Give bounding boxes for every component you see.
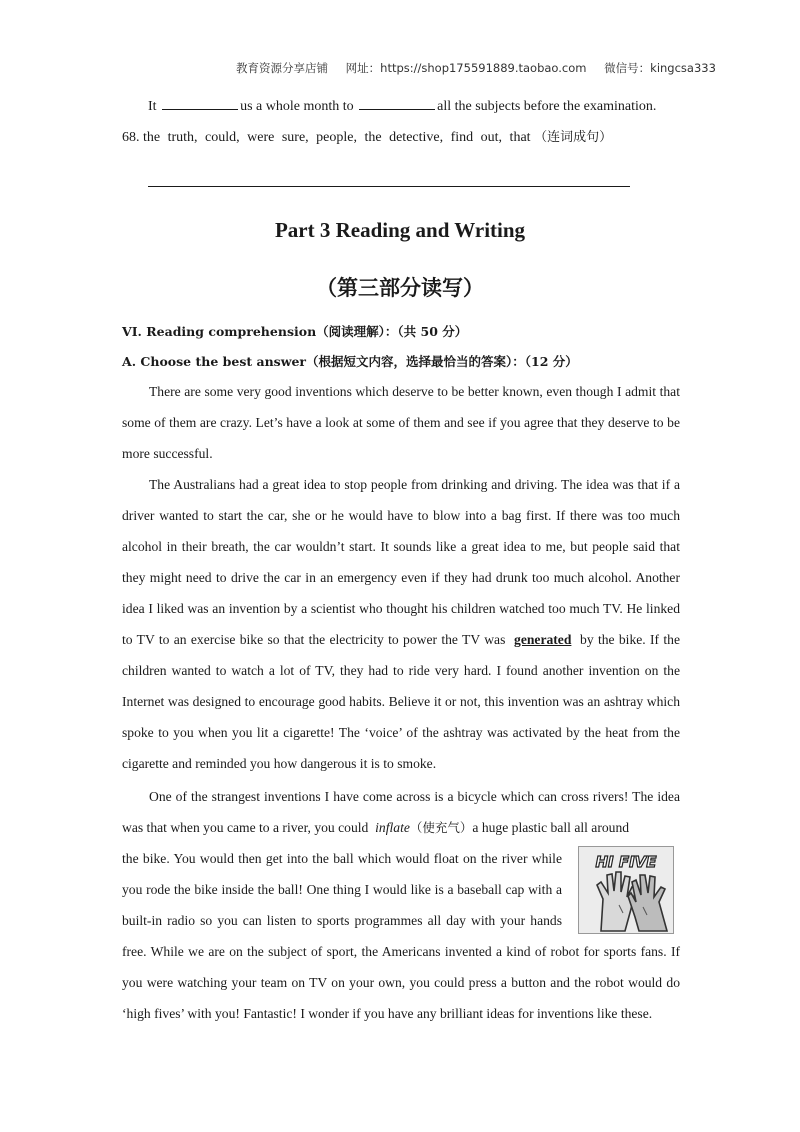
- wechat-id: 微信号：kingcsa333: [604, 61, 716, 75]
- underlined-word-generated: generated: [514, 632, 572, 647]
- q68-answer-line[interactable]: [148, 186, 630, 187]
- passage-part-2: [122, 781, 680, 843]
- inflate-note: （使充气）: [409, 820, 473, 835]
- q67-blank-1[interactable]: [162, 97, 238, 110]
- paragraph-3-end: free. While we are on the subject of sport, the Americans invented a kind of robot for sports fans. If you were watching your team on TV on your own, you could press a button and the robot would do ‘high fives’ with you! Fantastic! I wonder if you have any brilliant ideas for inventions like these.: [122, 944, 680, 1021]
- shop-url: 网址：https://shop175591889.taobao.com: [345, 61, 587, 75]
- paragraph-3-line-4: you rode the bike inside the ball! One thing I would like is a baseball cap with a: [122, 882, 562, 897]
- passage-part-1: [122, 376, 680, 779]
- paragraph-3: [122, 781, 680, 843]
- paragraph-2-b: by the bike. If the children wanted to watch a lot of TV, they had to ride very hard. I found another invention on the Internet was designed to encourage good habits. Believe it or not, this invention was an ashtray which spoke to you when you lit a cigarette! The ‘voice’ of the ashtray was activated by the heat from the cigarette and reminded you how dangerous it is to smoke.: [122, 632, 680, 771]
- passage-part-3: [122, 936, 680, 1029]
- paragraph-3-line-3: the bike. You would then get into the ball which would float on the river while: [122, 851, 562, 866]
- part3-subtitle: （第三部分读写）: [316, 276, 484, 300]
- hi-five-image: [578, 846, 674, 934]
- paragraph-2-a: The Australians had a great idea to stop people from drinking and driving. The idea was that if a driver wanted to start the car, she or he would have to blow into a bag first. If there was too much alcohol in their breath, the car wouldn’t start. It sounds like a great idea to me, but people said that they might need to drive the car in an emergency even if they had drunk too much alcohol. Another idea I liked was an invention by a scientist who thought his children watched too much TV. He linked to TV to an exercise bike so that the electricity to power the TV was: [122, 477, 680, 647]
- q67-text-3: all the subjects before the examination.: [437, 99, 657, 114]
- paragraph-3-a: One of the strangest inventions I have come across is a bicycle which can cross rivers! The idea was that when you came to a river, you could: [122, 789, 680, 835]
- paragraph-2: [122, 469, 680, 779]
- q68-note: （连词成句）: [534, 130, 613, 145]
- q67-text-2: us a whole month to: [240, 99, 354, 114]
- q67-text-1: It: [148, 99, 157, 114]
- paragraph-3-b: a huge plastic ball all around: [472, 820, 630, 835]
- hi-five-caption: HI FIVE: [595, 853, 657, 871]
- page-header: [236, 60, 716, 76]
- section-a-heading: A. Choose the best answer（根据短文内容，选择最恰当的答案）：（12 分）: [122, 354, 578, 369]
- q67-blank-2[interactable]: [359, 97, 435, 110]
- italic-word-inflate: inflate: [375, 820, 410, 835]
- passage-wrap-lines: [122, 843, 562, 936]
- section-vi-heading: VI. Reading comprehension（阅读理解）：（共 50 分）: [122, 324, 468, 339]
- question-68-line: [122, 128, 682, 148]
- paragraph-1: There are some very good inventions which deserve to be better known, even though I admit that some of them are crazy. Let’s have a look at some of them and see if you agree that they deserve to be more successful.: [122, 384, 680, 461]
- q68-number: 68.: [122, 130, 140, 145]
- q68-words: the truth, could, were sure, people, the detective, find out, that: [143, 130, 531, 145]
- hi-five-illustration: [579, 847, 673, 933]
- shop-name: 教育资源分享店铺: [236, 61, 328, 75]
- part3-title: Part 3 Reading and Writing: [274, 218, 526, 242]
- paragraph-3-line-5: built-in radio so you can listen to sports programmes all day with your hands: [122, 913, 562, 928]
- question-67-line: [122, 97, 708, 117]
